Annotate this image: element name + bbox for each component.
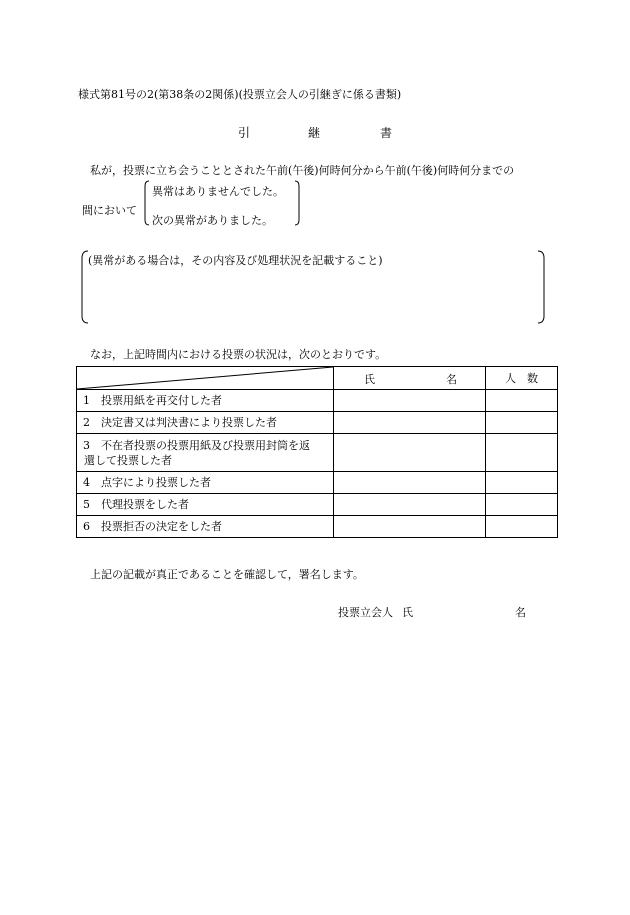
header-name-mei: 名 [446,373,457,386]
status-intro: なお，上記時間内における投票の状況は，次のとおりです。 [90,348,387,361]
confirmation-text: 上記の記載が真正であることを確認して，署名します。 [90,568,364,581]
table-row [77,516,558,538]
row-label: 5 代理投票をした者 [77,494,334,516]
name-cell[interactable] [334,472,486,494]
remarks-note: (異常がある場合は，その内容及び処理状況を記載すること) [88,254,383,267]
header-diagonal-cell [77,367,334,390]
count-cell[interactable] [486,494,558,516]
signer-label: 投票立会人 [338,606,393,619]
form-label: 様式第81号の2(第38条の2関係)(投票立会人の引継ぎに係る書類) [78,88,402,101]
name-cell[interactable] [334,434,486,472]
row-label: 4 点字により投票した者 [77,472,334,494]
voting-status-table [76,366,558,538]
intro-prefix: 間において [82,204,137,217]
row-label: 1 投票用紙を再交付した者 [77,390,334,412]
name-cell[interactable] [334,516,486,538]
signer-name-shi: 氏 [402,606,413,619]
option-no-anomaly: 異常はありませんでした。 [152,185,284,198]
name-cell[interactable] [334,494,486,516]
table-row [77,434,558,472]
table-row [77,472,558,494]
header-name-shi: 氏 [364,373,375,386]
row-label: 3 不在者投票の投票用紙及び投票用封筒を返 還して投票した者 [77,434,334,472]
count-cell[interactable] [486,390,558,412]
row-label: 2 決定書又は判決書により投票した者 [77,412,334,434]
name-cell[interactable] [334,412,486,434]
count-cell[interactable] [486,516,558,538]
count-cell[interactable] [486,472,558,494]
header-count: 人 数 [486,367,558,390]
table-row [77,390,558,412]
intro-line: 私が，投票に立ち会うこととされた午前(午後)何時何分から午前(午後)何時何分までの [90,164,515,177]
header-name [334,367,486,390]
name-cell[interactable] [334,390,486,412]
table-header-row [77,367,558,390]
signer-name-mei: 名 [515,606,526,619]
diagonal-line [77,367,333,389]
option-anomaly: 次の異常がありました。 [152,214,273,227]
count-cell[interactable] [486,412,558,434]
table-row [77,494,558,516]
document-title-char-2: 継 [308,126,321,140]
row-label: 6 投票拒否の決定をした者 [77,516,334,538]
document-title-char-1: 引 [238,126,251,140]
document-title-char-3: 書 [380,126,393,140]
count-cell[interactable] [486,434,558,472]
table-row [77,412,558,434]
